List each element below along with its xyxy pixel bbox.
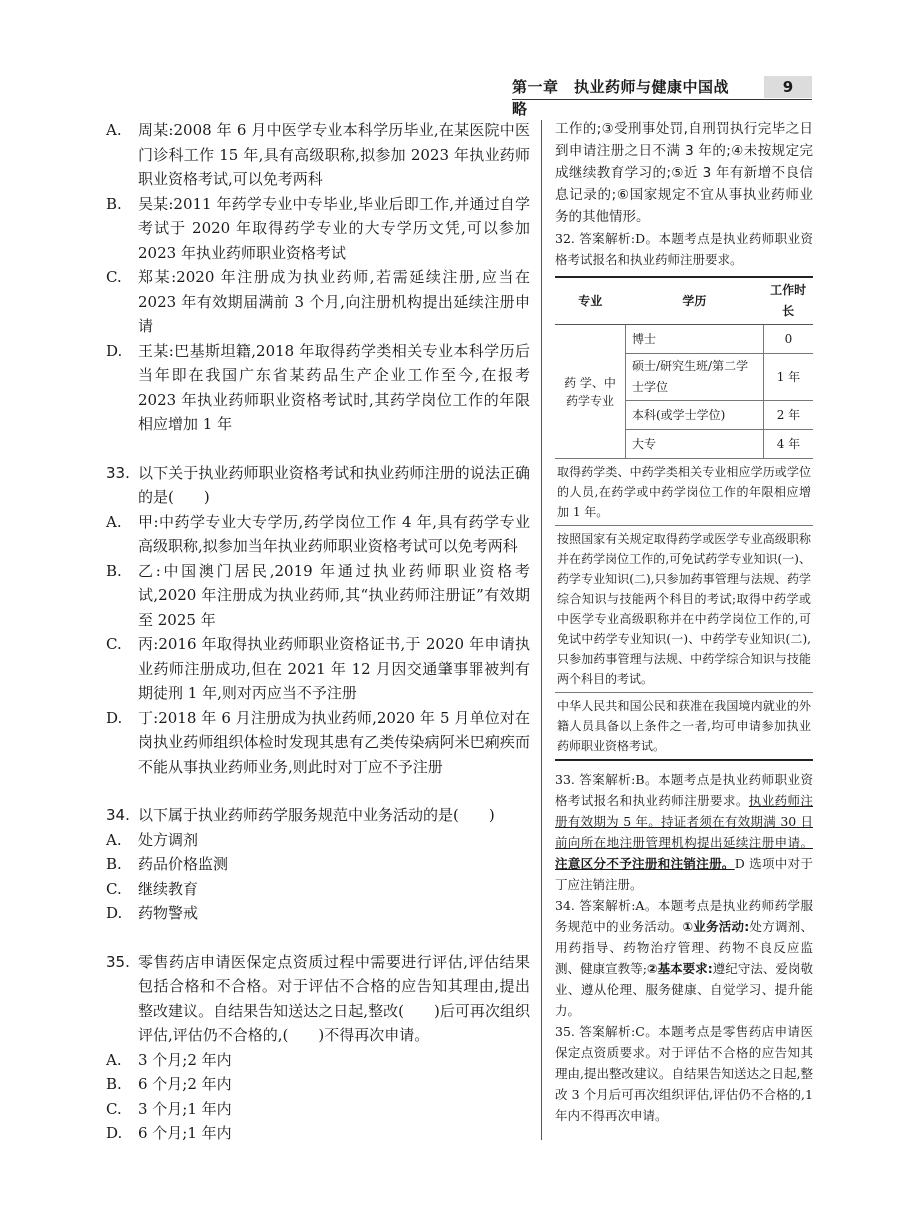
question-text: 以下关于执业药师职业资格考试和执业药师注册的说法正确的是( ): [138, 463, 530, 506]
option-letter: C.: [106, 1099, 122, 1118]
q32-option-a: [106, 118, 530, 192]
option-letter: C.: [106, 635, 122, 653]
answer-text: 33. 答案解析:B。本题考点是执业药师职业资格考试报名和执业药师注册要求。: [555, 772, 813, 808]
page-header: [512, 76, 812, 118]
option-letter: D.: [106, 1124, 123, 1142]
q35-option-a: [106, 1048, 530, 1073]
option-text: 3 个月;1 年内: [138, 1099, 232, 1118]
question-number: 35.: [106, 952, 130, 971]
q33-stem: [106, 461, 530, 510]
option-text: 6 个月;2 年内: [138, 1075, 232, 1093]
table-cell: 0: [763, 325, 813, 354]
q34-stem: [106, 803, 530, 828]
option-text: 药品价格监测: [138, 855, 229, 873]
option-letter: C.: [106, 268, 122, 286]
option-letter: B.: [106, 194, 122, 213]
answer-34: [555, 895, 813, 1021]
q34-option-c: [106, 877, 530, 902]
q33-option-d: [106, 706, 530, 780]
option-text: 继续教育: [138, 879, 199, 898]
table-header-cell: 学历: [626, 277, 764, 325]
question-number: 33.: [106, 463, 130, 482]
q34-option-a: [106, 828, 530, 853]
questions-column: [106, 118, 530, 1146]
option-letter: D.: [106, 341, 123, 360]
header-rule: [512, 99, 812, 100]
q33-option-b: [106, 559, 530, 633]
option-text: 药物警戒: [138, 904, 199, 922]
answers-column: [555, 118, 813, 1126]
option-text: 处方调剂: [138, 830, 199, 849]
q35-option-d: [106, 1121, 530, 1146]
option-letter: A.: [106, 830, 122, 849]
option-letter: C.: [106, 879, 122, 898]
table-cell: 2 年: [763, 401, 813, 430]
question-text: 零售药店申请医保定点资质过程中需要进行评估,评估结果包括合格和不合格。对于评估不合格的应告知其理由,提出整改建议。自结果告知送达之日起,整改( )后可再次组织评估,评估仍不合格的,( )不得再次申请。: [138, 952, 530, 1044]
table-cell: 博士: [626, 325, 764, 354]
option-text: 周某:2008 年 6 月中医学专业本科学历毕业,在某医院中医门诊科工作 15 年,具有高级职称,拟参加 2023 年执业药师职业资格考试,可以免考两科: [138, 121, 530, 188]
previous-answer-continuation: 工作的;③受刑事处罚,自刑罚执行完毕之日到申请注册之日不满 3 年的;④未按规定完成继续教育学习的;⑤近 3 年有新增不良信息记录的;⑥国家规定不宜从事执业药师业务的其他情形。: [555, 121, 813, 225]
table-cell: 大专: [626, 430, 764, 459]
option-letter: B.: [106, 855, 122, 873]
answer-text: 遵纪守法、爱岗敬业、遵从伦理、服务健康、自觉学习、提升能力。: [555, 961, 813, 1018]
answer-text: 处方调剂、用药指导、药物治疗管理、药物不良反应监测、健康宣教等;: [555, 919, 813, 976]
q32-option-b: [106, 192, 530, 266]
option-text: 乙:中国澳门居民,2019 年通过执业药师职业资格考试,2020 年注册成为执业药师,其“执业药师注册证”有效期至 2025 年: [138, 561, 530, 629]
q35-option-c: [106, 1097, 530, 1122]
table-cell: 1 年: [763, 354, 813, 401]
option-text: 丁:2018 年 6 月注册成为执业药师,2020 年 5 月单位对在岗执业药师组织体检时发现其患有乙类传染病阿米巴痢疾而不能从事执业药师业务,则此时对丁应不予注册: [138, 708, 530, 776]
table-note: 按照国家有关规定取得药学或医学专业高级职称并在药学岗位工作的,可免试药学专业知识(一)、药学专业知识(二),只参加药事管理与法规、药学综合知识与技能两个科目的考试;取得中药学或中医学专业高级职称并在中药学岗位工作的,可免试中药学专业知识(一)、中药学专业知识(二),只参加药事管理与法规、中药学综合知识与技能两个科目的考试。: [555, 526, 813, 693]
answer-text: 34. 答案解析:A。本题考点是执业药师药学服务规范中的业务活动。: [555, 898, 813, 934]
q33-option-a: [106, 510, 530, 559]
option-letter: B.: [106, 561, 122, 580]
table-note: 中华人民共和国公民和获准在我国境内就业的外籍人员具备以上条件之一者,均可申请参加执业药师职业资格考试。: [555, 693, 813, 761]
question-34: [106, 803, 530, 926]
table-header-cell: 专业: [555, 277, 626, 325]
question-35: [106, 950, 530, 1146]
q32-options: [106, 118, 530, 437]
table-header-cell: 工作时长: [763, 277, 813, 325]
option-letter: A.: [106, 121, 122, 139]
chapter-title: 第一章 执业药师与健康中国战略: [512, 78, 730, 118]
page-number: 9: [764, 76, 812, 98]
option-letter: B.: [106, 1075, 122, 1093]
table-cell: 硕士/研究生班/第二学士学位: [626, 354, 764, 401]
q32-option-c: [106, 265, 530, 339]
answer-highlight: 注意区分不予注册和注销注册。: [555, 856, 735, 871]
table-cell: 本科(或学士学位): [626, 401, 764, 430]
answer-33: [555, 769, 813, 895]
option-text: 王某:巴基斯坦籍,2018 年取得药学类相关专业本科学历后当年即在我国广东省某药品生产企业工作至今,在报考 2023 年执业药师职业资格考试时,其药学岗位工作的年限相应增加 1 年: [138, 341, 530, 433]
option-text: 郑某:2020 年注册成为执业药师,若需延续注册,应当在 2023 年有效期届满前 3 个月,向注册机构提出延续注册申请: [138, 268, 530, 335]
table-major-cell: 药 学、中药学专业: [555, 325, 626, 459]
table-header-row: [555, 277, 813, 325]
column-divider: [541, 120, 542, 1140]
answer-35: 35. 答案解析:C。本题考点是零售药店申请医保定点资质要求。对于评估不合格的应告知其理由,提出整改建议。自结果告知送达之日起,整改 3 个月后可再次组织评估,评估仍不合格的,1 年内不得再次申请。: [555, 1024, 813, 1123]
answer-32: 32. 答案解析:D。本题考点是执业药师职业资格考试报名和执业药师注册要求。: [555, 231, 813, 267]
q35-stem: [106, 950, 530, 1048]
option-text: 丙:2016 年取得执业药师职业资格证书,于 2020 年申请执业药师注册成功,但在 2021 年 12 月因交通肇事罪被判有期徒刑 1 年,则对丙应当不予注册: [138, 635, 530, 702]
question-33: [106, 461, 530, 780]
q35-option-b: [106, 1072, 530, 1097]
qualification-table: [555, 276, 813, 459]
answer-text: D 选项中对于丁应注销注册。: [555, 856, 813, 892]
answer-highlight: 执业药师注册有效期为 5 年。持证者须在有效期满 30 日前向所在地注册管理机构提出延续注册申请。: [555, 793, 813, 850]
q32-option-d: [106, 339, 530, 437]
option-text: 吴某:2011 年药学专业中专毕业,毕业后即工作,并通过自学考试于 2020 年取得药学专业的大专学历文凭,可以参加 2023 年执业药师职业资格考试: [138, 194, 530, 262]
table-cell: 4 年: [763, 430, 813, 459]
option-text: 甲:中药学专业大专学历,药学岗位工作 4 年,具有药学专业高级职称,拟参加当年执业药师职业资格考试可以免考两科: [138, 512, 530, 555]
option-letter: D.: [106, 904, 123, 922]
answer-keyword: ②基本要求:: [646, 961, 713, 976]
option-letter: A.: [106, 512, 122, 531]
q33-option-c: [106, 632, 530, 706]
option-letter: A.: [106, 1050, 122, 1069]
q34-option-d: [106, 901, 530, 926]
q34-option-b: [106, 852, 530, 877]
option-text: 3 个月;2 年内: [138, 1050, 232, 1069]
answer-keyword: ①业务活动:: [682, 919, 750, 934]
table-note: 取得药学类、中药学类相关专业相应学历或学位的人员,在药学或中药学岗位工作的年限相应增加 1 年。: [555, 459, 813, 526]
question-text: 以下属于执业药师药学服务规范中业务活动的是( ): [138, 806, 495, 824]
option-letter: D.: [106, 708, 123, 727]
table-row: [555, 325, 813, 354]
question-number: 34.: [106, 806, 130, 824]
option-text: 6 个月;1 年内: [138, 1124, 232, 1142]
